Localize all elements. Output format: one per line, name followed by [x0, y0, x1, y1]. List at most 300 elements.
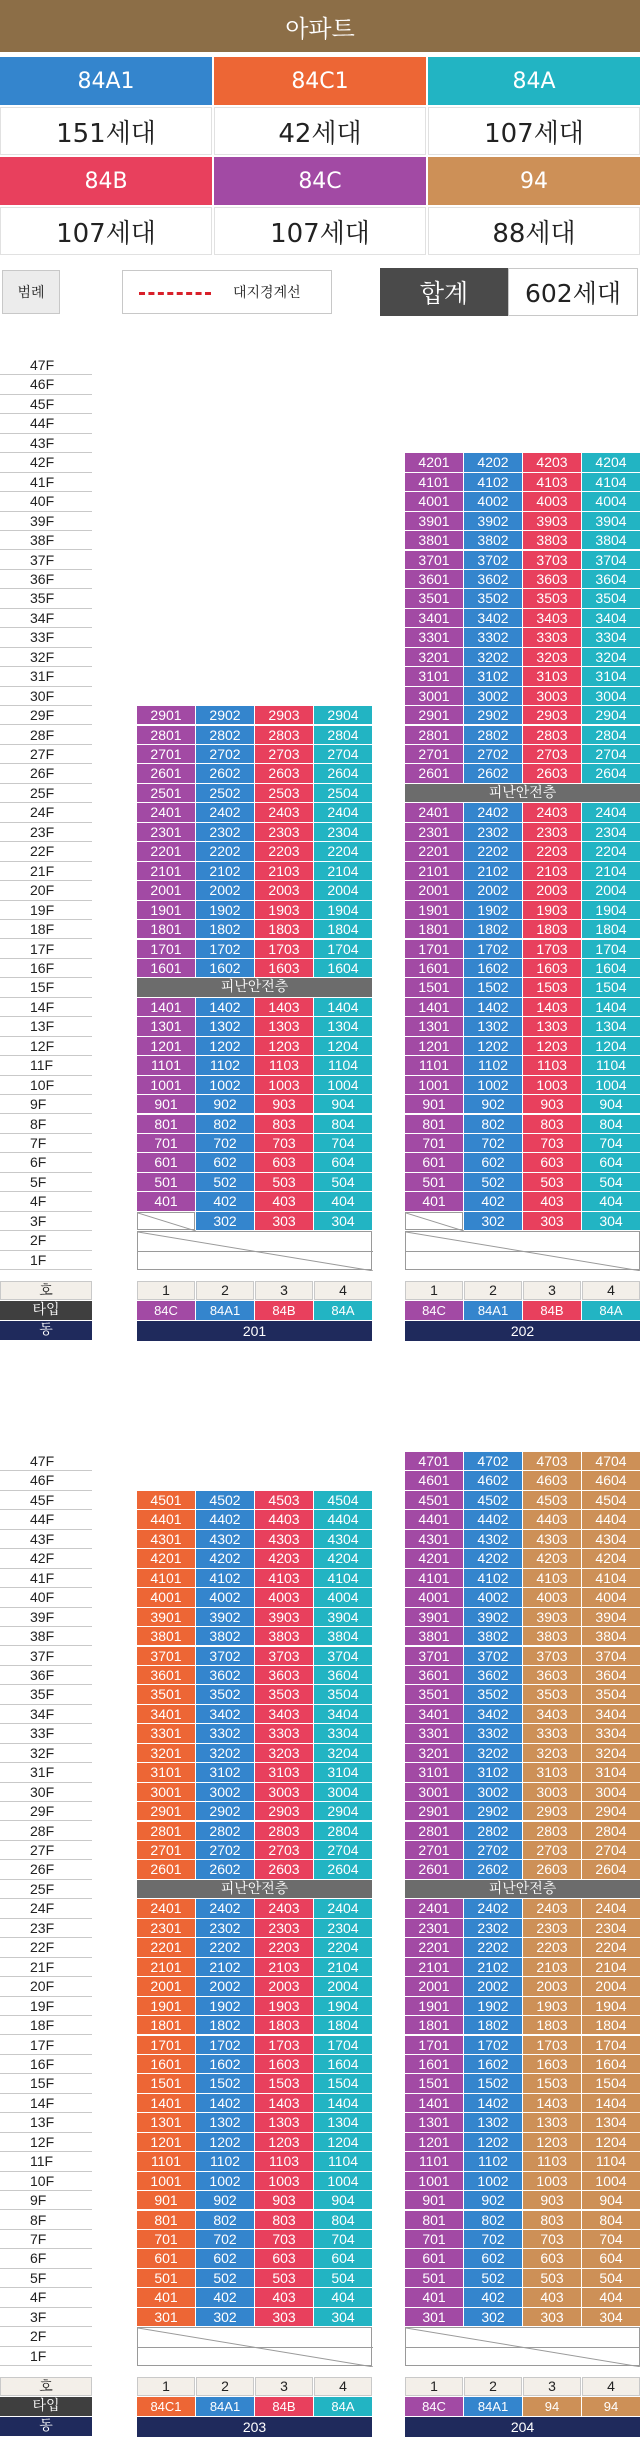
unit-cell: 3501	[405, 589, 463, 607]
unit-cell: 1703	[255, 2036, 313, 2054]
unit-cell: 4101	[137, 1569, 195, 1587]
unit-cell: 2603	[523, 764, 581, 782]
unit-cell: 3601	[405, 570, 463, 588]
floor-label: 38F	[0, 1627, 92, 1646]
unit-cell: 1403	[255, 2094, 313, 2112]
floor-label: 34F	[0, 609, 92, 628]
unit-cell: 902	[196, 2191, 254, 2209]
unit-cell: 3101	[405, 667, 463, 685]
unit-type-name: 84C1	[214, 57, 426, 105]
unit-cell: 2001	[137, 881, 195, 899]
floor-label: 23F	[0, 1919, 92, 1938]
empty-floor-hatch	[138, 1232, 373, 1271]
unit-cell: 3003	[523, 687, 581, 705]
empty-floor-hatch	[406, 1232, 640, 1271]
unit-cell: 2404	[314, 803, 372, 821]
unit-cell: 3003	[523, 1783, 581, 1801]
unit-cell: 3301	[137, 1724, 195, 1742]
unit-cell: 302	[196, 1212, 254, 1230]
unit-cell: 2701	[405, 745, 463, 763]
unit-cell: 601	[137, 2249, 195, 2267]
unit-type-name: 84A1	[0, 57, 212, 105]
unit-cell: 4603	[523, 1471, 581, 1489]
unit-cell: 1601	[137, 959, 195, 977]
unit-cell: 3104	[314, 1763, 372, 1781]
unit-cell: 2901	[137, 1802, 195, 1820]
unit-cell: 2704	[582, 745, 640, 763]
unit-cell: 504	[314, 2269, 372, 2287]
unit-cell: 1504	[314, 2074, 372, 2092]
floor-label: 8F	[0, 1115, 92, 1134]
unit-cell: 1804	[582, 920, 640, 938]
floor-label: 20F	[0, 881, 92, 900]
unit-cell: 2101	[405, 862, 463, 880]
unit-cell: 4204	[582, 453, 640, 471]
unit-cell: 1303	[523, 1017, 581, 1035]
unit-cell: 3004	[314, 1783, 372, 1801]
unit-cell: 3704	[582, 551, 640, 569]
unit-cell: 2203	[255, 1938, 313, 1956]
unit-cell: 4003	[255, 1588, 313, 1606]
unit-cell: 4402	[464, 1510, 522, 1528]
unit-cell: 3601	[137, 1666, 195, 1684]
unit-cell: 4302	[196, 1530, 254, 1548]
total-value: 602세대	[508, 268, 638, 316]
ho-number: 3	[255, 1281, 313, 1300]
unit-cell: 3302	[464, 1724, 522, 1742]
unit-cell: 4301	[137, 1530, 195, 1548]
unit-cell: 601	[405, 2249, 463, 2267]
unit-cell: 3502	[196, 1685, 254, 1703]
unit-cell: 4402	[196, 1510, 254, 1528]
unit-cell: 2901	[405, 1802, 463, 1820]
unit-cell: 1201	[405, 2133, 463, 2151]
unit-cell: 2201	[137, 842, 195, 860]
unit-cell: 803	[523, 2211, 581, 2229]
unit-cell: 2604	[582, 1860, 640, 1878]
unit-cell: 601	[137, 1153, 195, 1171]
unit-type-tag: 94	[523, 2397, 581, 2416]
unit-type-count: 151세대	[0, 107, 212, 155]
unit-cell: 1701	[137, 940, 195, 958]
unit-cell: 2803	[255, 726, 313, 744]
unit-cell: 3503	[523, 589, 581, 607]
unit-cell: 801	[405, 2211, 463, 2229]
unit-cell: 3001	[405, 687, 463, 705]
unit-cell: 1501	[405, 978, 463, 996]
unit-cell: 1504	[582, 978, 640, 996]
unit-cell: 303	[523, 1212, 581, 1230]
unit-cell: 3002	[464, 687, 522, 705]
floor-label: 47F	[0, 356, 92, 375]
unit-cell: 903	[523, 2191, 581, 2209]
unit-cell: 904	[582, 1095, 640, 1113]
dong-number: 204	[405, 2417, 640, 2437]
unit-cell: 2702	[464, 745, 522, 763]
unit-cell: 602	[464, 1153, 522, 1171]
floor-label: 14F	[0, 998, 92, 1017]
unit-cell: 3902	[464, 512, 522, 530]
unit-cell: 1302	[464, 2113, 522, 2131]
empty-unit-hatch	[138, 1213, 196, 1231]
unit-cell: 1103	[523, 2152, 581, 2170]
unit-cell: 701	[137, 1134, 195, 1152]
unit-cell: 3701	[405, 1647, 463, 1665]
floor-label: 8F	[0, 2211, 92, 2230]
unit-cell: 501	[405, 1173, 463, 1191]
unit-cell: 4504	[582, 1491, 640, 1509]
unit-cell: 4103	[523, 473, 581, 491]
unit-cell: 302	[464, 1212, 522, 1230]
unit-cell: 1203	[523, 1037, 581, 1055]
unit-cell: 2303	[255, 1919, 313, 1937]
unit-cell: 1902	[196, 901, 254, 919]
unit-cell: 3404	[582, 609, 640, 627]
unit-cell: 1901	[137, 901, 195, 919]
unit-cell: 1002	[464, 2172, 522, 2190]
unit-cell: 1804	[314, 2016, 372, 2034]
empty-unit	[137, 1212, 195, 1230]
floor-label: 27F	[0, 1841, 92, 1860]
floor-label: 30F	[0, 687, 92, 706]
unit-cell: 2102	[464, 862, 522, 880]
unit-cell: 2504	[314, 784, 372, 802]
unit-cell: 903	[523, 1095, 581, 1113]
floor-label: 47F	[0, 1452, 92, 1471]
unit-cell: 1401	[137, 2094, 195, 2112]
unit-cell: 2901	[405, 706, 463, 724]
unit-cell: 304	[314, 1212, 372, 1230]
unit-cell: 4701	[405, 1452, 463, 1470]
floor-label: 26F	[0, 764, 92, 783]
unit-cell: 2601	[137, 764, 195, 782]
floor-label: 31F	[0, 1763, 92, 1782]
unit-cell: 403	[523, 2288, 581, 2306]
unit-cell: 1702	[196, 2036, 254, 2054]
unit-cell: 801	[137, 2211, 195, 2229]
unit-cell: 504	[582, 2269, 640, 2287]
unit-cell: 3904	[582, 512, 640, 530]
floor-label: 5F	[0, 2269, 92, 2288]
unit-cell: 1002	[464, 1076, 522, 1094]
unit-cell: 1001	[405, 2172, 463, 2190]
ho-number: 1	[137, 1281, 195, 1300]
unit-cell: 3502	[464, 1685, 522, 1703]
unit-type-count: 107세대	[214, 207, 426, 255]
unit-cell: 1704	[314, 940, 372, 958]
unit-cell: 1003	[255, 2172, 313, 2190]
unit-cell: 1801	[405, 2016, 463, 2034]
floor-label: 19F	[0, 1997, 92, 2016]
unit-cell: 602	[464, 2249, 522, 2267]
unit-cell: 3003	[255, 1783, 313, 1801]
unit-type-tag: 94	[582, 2397, 640, 2416]
unit-cell: 3304	[314, 1724, 372, 1742]
unit-cell: 802	[464, 1115, 522, 1133]
unit-cell: 3904	[314, 1608, 372, 1626]
unit-cell: 3602	[464, 1666, 522, 1684]
unit-cell: 3604	[582, 570, 640, 588]
unit-cell: 402	[464, 1192, 522, 1210]
floor-label: 12F	[0, 1037, 92, 1056]
unit-cell: 804	[582, 1115, 640, 1133]
unit-cell: 401	[405, 1192, 463, 1210]
unit-cell: 1604	[314, 959, 372, 977]
unit-type-tag: 84A	[582, 1301, 640, 1320]
unit-cell: 2402	[464, 803, 522, 821]
unit-cell: 1404	[314, 998, 372, 1016]
unit-cell: 402	[196, 2288, 254, 2306]
unit-cell: 2202	[464, 1938, 522, 1956]
unit-cell: 3702	[464, 551, 522, 569]
ho-number: 1	[405, 2377, 463, 2396]
unit-cell: 1202	[464, 1037, 522, 1055]
unit-cell: 2701	[137, 1841, 195, 1859]
unit-cell: 2402	[196, 1899, 254, 1917]
unit-cell: 703	[523, 2230, 581, 2248]
unit-cell: 1501	[137, 2074, 195, 2092]
unit-cell: 1301	[137, 1017, 195, 1035]
unit-cell: 503	[255, 2269, 313, 2287]
unit-cell: 702	[196, 2230, 254, 2248]
ho-number: 1	[137, 2377, 195, 2396]
unit-cell: 1602	[464, 2055, 522, 2073]
unit-cell: 1604	[582, 959, 640, 977]
unit-cell: 2203	[523, 1938, 581, 1956]
unit-cell: 3601	[405, 1666, 463, 1684]
unit-cell: 3203	[255, 1744, 313, 1762]
unit-cell: 1902	[464, 1997, 522, 2015]
unit-cell: 802	[464, 2211, 522, 2229]
unit-cell: 401	[405, 2288, 463, 2306]
unit-type-name: 84A	[428, 57, 640, 105]
unit-cell: 1102	[464, 2152, 522, 2170]
floor-label: 13F	[0, 1017, 92, 1036]
unit-cell: 1203	[523, 2133, 581, 2151]
dong-row-label: 동	[0, 2417, 92, 2436]
unit-cell: 2401	[405, 803, 463, 821]
unit-cell: 1803	[255, 920, 313, 938]
ho-number: 4	[314, 1281, 372, 1300]
unit-cell: 2704	[582, 1841, 640, 1859]
unit-cell: 1602	[464, 959, 522, 977]
empty-floor	[137, 2327, 372, 2366]
floor-label: 18F	[0, 2016, 92, 2035]
unit-cell: 2404	[582, 803, 640, 821]
unit-cell: 704	[314, 2230, 372, 2248]
unit-cell: 3504	[314, 1685, 372, 1703]
unit-cell: 1701	[137, 2036, 195, 2054]
dong-number: 202	[405, 1321, 640, 1341]
total-label: 합계	[380, 268, 508, 316]
unit-cell: 4501	[137, 1491, 195, 1509]
floor-label: 35F	[0, 1685, 92, 1704]
unit-cell: 3703	[523, 1647, 581, 1665]
unit-cell: 704	[314, 1134, 372, 1152]
unit-cell: 3701	[405, 551, 463, 569]
unit-cell: 3202	[464, 1744, 522, 1762]
unit-cell: 3503	[255, 1685, 313, 1703]
unit-cell: 3303	[523, 628, 581, 646]
unit-cell: 2804	[314, 726, 372, 744]
refuge-floor-band: 피난안전층	[405, 1880, 640, 1898]
unit-cell: 404	[314, 2288, 372, 2306]
unit-cell: 2203	[255, 842, 313, 860]
unit-cell: 2604	[314, 764, 372, 782]
unit-cell: 3702	[196, 1647, 254, 1665]
unit-cell: 3803	[523, 531, 581, 549]
unit-cell: 1603	[523, 959, 581, 977]
unit-cell: 1201	[137, 1037, 195, 1055]
floor-label: 43F	[0, 1530, 92, 1549]
unit-cell: 2903	[255, 706, 313, 724]
unit-cell: 1702	[464, 2036, 522, 2054]
unit-cell: 3304	[582, 628, 640, 646]
unit-type-name: 84C	[214, 157, 426, 205]
unit-cell: 1104	[582, 1056, 640, 1074]
unit-cell: 1402	[196, 2094, 254, 2112]
unit-cell: 2904	[582, 706, 640, 724]
unit-cell: 4202	[464, 1549, 522, 1567]
unit-cell: 302	[464, 2308, 522, 2326]
unit-cell: 4203	[523, 1549, 581, 1567]
empty-floor	[137, 1231, 372, 1270]
unit-cell: 3801	[137, 1627, 195, 1645]
type-row-label: 타입	[0, 2397, 92, 2416]
unit-cell: 3104	[582, 1763, 640, 1781]
unit-type-tag: 84B	[255, 2397, 313, 2416]
unit-cell: 3404	[582, 1705, 640, 1723]
unit-cell: 3902	[464, 1608, 522, 1626]
ho-number: 2	[196, 2377, 254, 2396]
unit-cell: 1601	[137, 2055, 195, 2073]
unit-cell: 3602	[464, 570, 522, 588]
unit-cell: 2602	[464, 764, 522, 782]
unit-cell: 1401	[405, 2094, 463, 2112]
unit-cell: 4404	[314, 1510, 372, 1528]
unit-cell: 604	[314, 2249, 372, 2267]
unit-cell: 4604	[582, 1471, 640, 1489]
unit-type-name: 94	[428, 157, 640, 205]
floor-label: 33F	[0, 1724, 92, 1743]
ho-number: 4	[582, 1281, 640, 1300]
unit-cell: 3903	[255, 1608, 313, 1626]
floor-label: 40F	[0, 1588, 92, 1607]
unit-cell: 2004	[582, 1977, 640, 1995]
unit-cell: 803	[255, 1115, 313, 1133]
unit-cell: 3204	[314, 1744, 372, 1762]
unit-type-tag: 84B	[255, 1301, 313, 1320]
unit-cell: 603	[255, 1153, 313, 1171]
unit-cell: 3401	[405, 1705, 463, 1723]
floor-label: 38F	[0, 531, 92, 550]
floor-label: 2F	[0, 1231, 92, 1250]
unit-cell: 3202	[464, 648, 522, 666]
unit-cell: 1403	[255, 998, 313, 1016]
unit-cell: 903	[255, 2191, 313, 2209]
unit-cell: 1404	[314, 2094, 372, 2112]
unit-cell: 302	[196, 2308, 254, 2326]
unit-cell: 4201	[405, 1549, 463, 1567]
dong-row-label: 동	[0, 1321, 92, 1340]
unit-cell: 1204	[582, 2133, 640, 2151]
unit-cell: 3002	[464, 1783, 522, 1801]
unit-cell: 2202	[196, 842, 254, 860]
unit-cell: 2002	[464, 881, 522, 899]
floor-label: 22F	[0, 842, 92, 861]
unit-cell: 3304	[582, 1724, 640, 1742]
unit-cell: 4302	[464, 1530, 522, 1548]
unit-cell: 303	[255, 1212, 313, 1230]
unit-cell: 403	[255, 1192, 313, 1210]
unit-cell: 3403	[255, 1705, 313, 1723]
unit-cell: 1201	[137, 2133, 195, 2151]
ho-number: 3	[255, 2377, 313, 2396]
floor-label: 9F	[0, 1095, 92, 1114]
unit-cell: 2101	[137, 862, 195, 880]
unit-cell: 2303	[523, 823, 581, 841]
boundary-line-icon	[139, 292, 211, 295]
floor-label: 39F	[0, 512, 92, 531]
floor-label: 20F	[0, 1977, 92, 1996]
unit-cell: 2301	[405, 823, 463, 841]
unit-cell: 2103	[523, 862, 581, 880]
floor-label: 43F	[0, 434, 92, 453]
floor-label: 15F	[0, 2074, 92, 2093]
unit-cell: 4103	[523, 1569, 581, 1587]
unit-cell: 304	[582, 1212, 640, 1230]
unit-cell: 2404	[582, 1899, 640, 1917]
unit-cell: 1302	[196, 1017, 254, 1035]
unit-cell: 4004	[582, 1588, 640, 1606]
unit-cell: 1103	[523, 1056, 581, 1074]
unit-cell: 1204	[314, 2133, 372, 2151]
unit-cell: 3102	[464, 667, 522, 685]
unit-cell: 4303	[255, 1530, 313, 1548]
unit-cell: 902	[464, 2191, 522, 2209]
unit-cell: 2701	[405, 1841, 463, 1859]
unit-cell: 3001	[137, 1783, 195, 1801]
unit-cell: 3803	[255, 1627, 313, 1645]
unit-type-tag: 84C	[405, 1301, 463, 1320]
unit-type-count: 107세대	[0, 207, 212, 255]
unit-cell: 1203	[255, 2133, 313, 2151]
unit-cell: 901	[405, 1095, 463, 1113]
unit-cell: 1904	[314, 1997, 372, 2015]
floor-label: 22F	[0, 1938, 92, 1957]
empty-floor-hatch	[138, 2328, 373, 2367]
unit-cell: 502	[464, 2269, 522, 2287]
unit-cell: 1202	[464, 2133, 522, 2151]
unit-cell: 3101	[137, 1763, 195, 1781]
unit-cell: 3803	[523, 1627, 581, 1645]
unit-cell: 1003	[255, 1076, 313, 1094]
unit-cell: 3001	[405, 1783, 463, 1801]
unit-cell: 2402	[196, 803, 254, 821]
unit-cell: 4403	[255, 1510, 313, 1528]
unit-cell: 1302	[464, 1017, 522, 1035]
unit-cell: 1002	[196, 1076, 254, 1094]
unit-cell: 1504	[582, 2074, 640, 2092]
unit-cell: 3801	[405, 531, 463, 549]
unit-cell: 3804	[582, 531, 640, 549]
unit-cell: 3303	[523, 1724, 581, 1742]
unit-cell: 503	[255, 1173, 313, 1191]
unit-cell: 3702	[464, 1647, 522, 1665]
unit-cell: 2303	[255, 823, 313, 841]
page-title: 아파트	[0, 0, 640, 52]
unit-cell: 1501	[405, 2074, 463, 2092]
